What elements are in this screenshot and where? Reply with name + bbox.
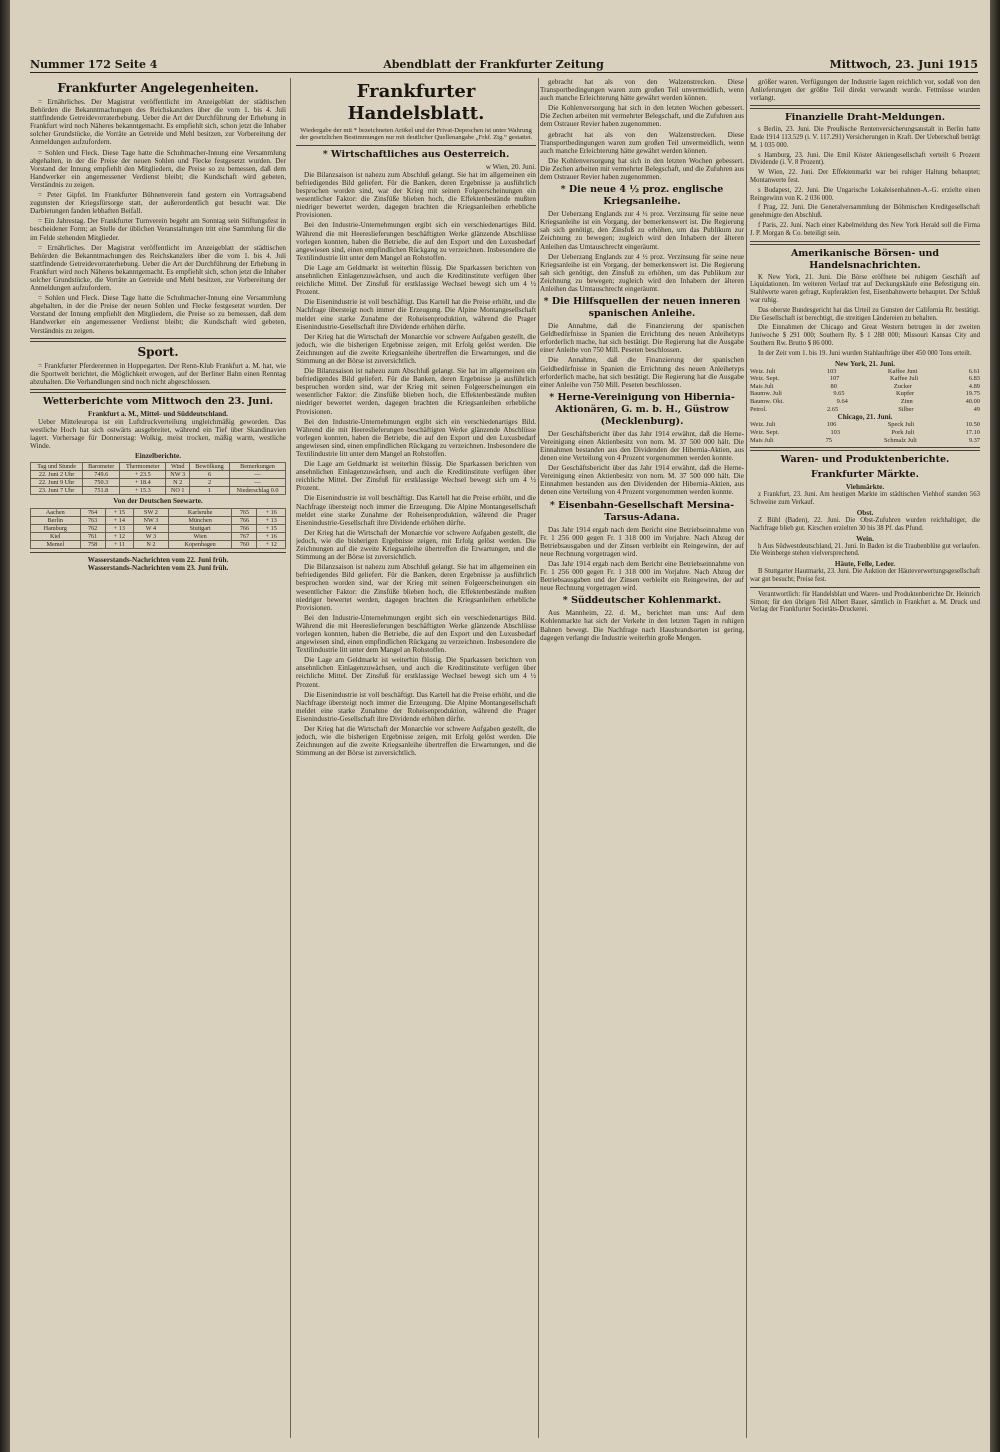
article-paragraph: größer waren. Verfügungen der Industrie lagen reichlich vor, sodaß von den Anlieferungen der größte Teil direkt verwandt wurde. Fettnüsse wurden verlangt. <box>750 78 980 103</box>
article-paragraph: Die Lage am Geldmarkt ist weiterhin flüssig. Die Sparkassen berichten von ansehnlichen Einlagenzuwächsen, und auch die Kreditinstitute verfügen über reichliche Mittel. Der Zinsfuß für erstklassige Wechsel bewegt sich um 4 ½ Prozent. <box>296 656 536 689</box>
quote-cell: Baumw. Juli <box>750 390 782 398</box>
table-cell: + 14 <box>105 516 133 524</box>
table-cell: Kiel <box>31 532 81 540</box>
article-paragraph: Die Eisenindustrie ist voll beschäftigt. Das Kartell hat die Preise erhöht, und die Nachfrage übersteigt noch immer die Erzeugung. Die Alpine Montangesellschaft meldet eine starke Zunahme der Roheisenproduktion, während die Prager Eisenindustrie-Gesellschaft ihre Dividende erhöhen dürfte. <box>296 298 536 331</box>
dateline: w Wien, 20. Juni. <box>485 162 536 171</box>
quote-cell: 9.64 <box>836 398 848 406</box>
article-paragraph: h Aus Südwestdeutschland, 21. Juni. In Baden ist die Traubenblüte gut verlaufen. Die Weinberge stehen vielversprechend. <box>750 542 980 558</box>
table-cell: Niederschlag 0.0 <box>230 487 286 495</box>
table-cell: + 18.4 <box>120 479 166 487</box>
divider <box>750 587 980 588</box>
table-cell: 766 <box>232 516 257 524</box>
table-cell: 760 <box>232 540 257 548</box>
article-paragraph: Die Bilanzsaison ist nahezu zum Abschluß gelangt. Sie hat im allgemeinen ein befriedigendes Bild geliefert. Für die Banken, deren Ergebnisse ja ausführlich besprochen worden sind, war der Krieg mit seinen Folgeerscheinungen ein wesentlicher Faktor: die Zinsfüße blieben hoch, die Effektenbestände mußten niedriger bewertet werden, dagegen brachten die Kriegsanleihen erhebliche Provisionen. <box>296 170 536 220</box>
article-paragraph: = Ein Jahrestag. Der Frankfurter Turnverein begeht am Sonntag sein Stiftungsfest in bescheidener Form; an Stelle der üblichen Veranstaltungen tritt eine Sammlung für die im Felde stehenden Mitglieder. <box>30 217 286 242</box>
quote-cell: 40.00 <box>965 398 980 406</box>
quote-row <box>750 437 980 445</box>
quote-cell: 107 <box>829 375 840 383</box>
article-paragraph: Das Jahr 1914 ergab nach dem Bericht eine Betriebseinnahme von Fr. 1 256 000 gegen Fr. 1 318 000 im Vorjahre. Nach Abzug der Betriebsausgaben und der Zinsen verbleibt ein Reingewinn, der auf neue Rechnung vorgetragen wird. <box>540 559 744 593</box>
station-table <box>30 508 286 549</box>
quote-cell: 4.89 <box>968 382 980 390</box>
article-paragraph: Der Krieg hat die Wirtschaft der Monarchie vor schwere Aufgaben gestellt, die jedoch, wie die bisherigen Ergebnisse zeigen, mit Erfolg gelöst werden. Die Zeichnungen auf die zweite Kriegsanleihe übertreffen die Erwartungen, und die Stimmung an der Börse ist zuversichtlich. <box>296 528 536 562</box>
column-telegrams <box>750 78 980 1438</box>
quote-cell: 19.75 <box>965 390 980 398</box>
article-paragraph: z Frankfurt, 23. Juni. Am heutigen Markte im städtischen Viehhof standen 563 Schweine zum Verkauf. <box>750 491 980 507</box>
quote-cell: Silber <box>898 405 914 413</box>
table-cell: Stuttgart <box>168 524 232 532</box>
book-spine <box>0 0 10 1452</box>
column-rule <box>538 78 539 1438</box>
imprint: Verantwortlich: für Handelsblatt und Waren- und Produktenberichte Dr. Heinrich Simon; für den übrigen Teil Albert Bauer, sämtlich in Frankfurt a. M. Druck und Verlag der Frankfurter Societäts-Druckerei. <box>750 590 980 614</box>
article-paragraph: Die Lage am Geldmarkt ist weiterhin flüssig. Die Sparkassen berichten von ansehnlichen Einlagenzuwächsen, und auch die Kreditinstitute verfügen über reichliche Mittel. Der Zinsfuß für erstklassige Wechsel bewegt sich um 4 ½ Prozent. <box>296 460 536 493</box>
article-paragraph: Die Einnahmen der Chicago and Great Western betrugen in der zweiten Juniwoche $ 291 000; Southern Ry. $ 1 288 000; Missouri Kansas City and Southern Rw. Brutto $ 86 000. <box>750 324 980 348</box>
quote-cell: Schmalz Juli <box>883 436 917 444</box>
article-paragraph: Bei den Industrie-Unternehmungen ergibt sich ein verschiedenartiges Bild. Während die mit Heereslieferungen beschäftigten Werke glänzende Abschlüsse vorlegen konnten, haben die Betriebe, die auf den Export und den Luxusbedarf angewiesen sind, einen empfindlichen Rückgang zu verzeichnen. Insbesondere die Textilindustrie litt unter dem Mangel an Rohstoffen. <box>296 417 536 458</box>
article-title: * Herne-Vereinigung von Hibernia-Aktionären, G. m. b. H., Güstrow (Mecklenburg). <box>549 391 735 427</box>
divider <box>750 447 980 451</box>
article-paragraph: Ueber Mitteleuropa ist ein Luftdruckverteilung ungleichmäßig geworden. Das westliche Hoch hat sich ostwärts ausgebreitet, während ein Tief über Skandinavien lagert. Vorhersage für Donnerstag: Wolkig, meist trocken, mäßig warm, westliche Winde. <box>30 418 286 451</box>
article-paragraph: K New York, 21. Juni. Die Börse eröffnete bei ruhigem Geschäft auf Liquidationen. Im weiteren Verlauf trat auf Deckungskäufe eine Befestigung ein. Stahlwerte waren gefragt, Kupferaktien fest, Eisenbahnwerte behauptet. Der Schluß war ruhig. <box>750 273 980 305</box>
chicago-title: Chicago, 21. Juni. <box>837 413 893 422</box>
article-paragraph: Der Ueberzang Englands zur 4 ½ proz. Verzinsung für seine neue Kriegsanleihe ist ein Vorgang, der bemerkenswert ist. Die Regierung sah sich genötigt, den Zinsfuß zu erhöhen, um das Publikum zur Zeichnung zu bewegen; zugleich wird den Inhabern der älteren Anleihen das Umtauschrecht eingeräumt. <box>540 252 744 293</box>
quote-cell: Weiz. Juli <box>750 421 776 429</box>
table-cell: — <box>230 471 286 479</box>
quote-cell: 9.37 <box>968 436 980 444</box>
quote-cell: Mais Juli <box>750 436 774 444</box>
quote-cell: 80 <box>830 382 837 390</box>
article-paragraph: Der Krieg hat die Wirtschaft der Monarchie vor schwere Aufgaben gestellt, die jedoch, wie die bisherigen Ergebnisse zeigen, mit Erfolg gelöst werden. Die Zeichnungen auf die zweite Kriegsanleihe übertreffen die Erwartungen, und die Stimmung an der Börse ist zuversichtlich. <box>296 725 536 758</box>
table-cell: + 13 <box>257 516 286 524</box>
table-cell: Berlin <box>31 516 81 524</box>
table-cell: Karlsruhe <box>168 508 232 516</box>
article-title: * Die Hilfsquellen der neuen inneren spanischen Anleihe. <box>543 296 741 320</box>
section-title-markets: Frankfurter Märkte. <box>811 469 919 481</box>
table-cell: 762 <box>80 524 105 532</box>
table-cell: 22. Juni 2 Uhr <box>31 471 83 479</box>
quote-cell: Weiz. Sept. <box>750 428 780 436</box>
article-paragraph: = Frankfurter Pferderennen in Hoppegarten. Der Renn-Klub Frankfurt a. M. hat, wie die Sportwelt berichtet, die Möglichkeit erwogen, auf der Berliner Bahn einen Renntag abzuhalten. Die Verhandlungen sind noch nicht abgeschlossen. <box>30 361 286 386</box>
table-row <box>31 516 286 524</box>
quote-cell: 75 <box>825 436 832 444</box>
table-cell: 22. Juni 9 Uhr <box>31 479 83 487</box>
table-cell: N 2 <box>166 479 190 487</box>
table-cell: 758 <box>80 540 105 548</box>
table-cell: Aachen <box>31 508 81 516</box>
article-title: * Süddeutscher Kohlenmarkt. <box>562 595 722 607</box>
quote-cell: Kupfer <box>896 390 915 398</box>
quote-row <box>750 375 980 383</box>
article-paragraph: Die Lage am Geldmarkt ist weiterhin flüssig. Die Sparkassen berichten von ansehnlichen Einlagenzuwächsen, und auch die Kreditinstitute verfügen über reichliche Mittel. Der Zinsfuß für erstklassige Wechsel bewegt sich um 4 ½ Prozent. <box>296 263 536 297</box>
subhead-cattle: Viehmärkte. <box>845 483 885 492</box>
quote-cell: 17.10 <box>965 428 980 436</box>
table-row <box>31 532 286 540</box>
quote-cell: 103 <box>826 367 837 375</box>
article-paragraph: Die Annahme, daß die Finanzierung der spanischen Geldbedürfnisse in Spanien die Errichtung des neuen Anleihetyps erforderlich mache, hat sich bestätigt. Die Regierung hat die Ausgabe einer Anleihe von 750 Mill. Peseten beschlossen. <box>540 356 744 389</box>
quote-cell: Petrol. <box>750 405 767 413</box>
table-cell: NW 3 <box>166 471 190 479</box>
article-paragraph: = Sohlen und Fleck. Diese Tage hatte die Schuhmacher-Innung eine Versammlung abgehalten, in der die Preise der neuen Sohlen und Flecke festgesetzt wurden. Der Vorstand der Innung empfiehlt den Mitgliedern, die Preise so zu bemessen, daß dem Handwerker ein angemessener Verdienst bleibt; die Kundschaft wird gebeten, Verständnis zu zeigen. <box>30 148 286 189</box>
quote-cell: Weiz. Juli <box>750 367 776 375</box>
article-paragraph: Bei den Industrie-Unternehmungen ergibt sich ein verschiedenartiges Bild. Während die mit Heereslieferungen beschäftigten Werke glänzende Abschlüsse vorlegen konnten, haben die Betriebe, die auf den Export und den Luxusbedarf angewiesen sind, einen empfindlichen Rückgang zu verzeichnen. Insbesondere die Textilindustrie litt unter dem Mangel an Rohstoffen. <box>296 221 536 262</box>
ny-quotes <box>750 368 980 414</box>
table-cell: NW 3 <box>134 516 169 524</box>
quote-cell: 6.61 <box>968 367 980 375</box>
quote-row <box>750 383 980 391</box>
table-cell: + 15 <box>257 524 286 532</box>
table-cell: 6 <box>190 471 230 479</box>
table-header-cell: Barometer <box>83 463 120 471</box>
table-cell: + 15 <box>105 508 133 516</box>
article-paragraph: Die Eisenindustrie ist voll beschäftigt. Das Kartell hat die Preise erhöht, und die Nachfrage übersteigt noch immer die Erzeugung. Die Alpine Montangesellschaft meldet eine starke Zunahme der Roheisenproduktion, während die Prager Eisenindustrie-Gesellschaft ihre Dividende erhöhen dürfte. <box>296 494 536 527</box>
table-cell: — <box>230 479 286 487</box>
article-paragraph: Der Ueberzang Englands zur 4 ½ proz. Verzinsung für seine neue Kriegsanleihe ist ein Vorgang, der bemerkenswert ist. Die Regierung sah sich genötigt, den Zinsfuß zu erhöhen, um das Publikum zur Zeichnung zu bewegen; zugleich wird den Inhabern der älteren Anleihen das Umtauschrecht eingeräumt. <box>540 210 744 251</box>
quote-cell: 10.50 <box>965 421 980 429</box>
article-paragraph: Die Annahme, daß die Finanzierung der spanischen Geldbedürfnisse in Spanien die Errichtung des neuen Anleihetyps erforderlich mache, hat sich bestätigt. Die Regierung hat die Ausgabe einer Anleihe von 750 Mill. Peseten beschlossen. <box>540 322 744 355</box>
article-paragraph: Die Bilanzsaison ist nahezu zum Abschluß gelangt. Sie hat im allgemeinen ein befriedigendes Bild geliefert. Für die Banken, deren Ergebnisse ja ausführlich besprochen worden sind, war der Krieg mit seinen Folgeerscheinungen ein wesentlicher Faktor: die Zinsfüße blieben hoch, die Effektenbestände mußten niedriger bewertet werden, dagegen brachten die Kriegsanleihen erhebliche Provisionen. <box>296 563 536 612</box>
table-cell: + 13 <box>105 524 133 532</box>
quote-cell: Speck Juli <box>887 421 915 429</box>
divider <box>750 105 980 109</box>
table-row <box>31 524 286 532</box>
telegram: f Prag, 22. Juni. Die Generalversammlung der Böhmischen Kreditgesellschaft genehmigte den Abschluß. <box>750 204 980 220</box>
table-cell: Memel <box>31 540 81 548</box>
table-cell: Hamburg <box>31 524 81 532</box>
quote-cell: Kaffee Juli <box>890 375 919 383</box>
quote-cell: Kaffee Juni <box>887 367 918 375</box>
article-paragraph: = Sohlen und Fleck. Diese Tage hatte die Schuhmacher-Innung eine Versammlung abgehalten, in der die Preise der neuen Sohlen und Flecke festgesetzt wurden. Der Vorstand der Innung empfiehlt den Mitgliedern, die Preise so zu bemessen, daß dem Handwerker ein angemessener Verdienst bleibt; die Kundschaft wird gebeten, Verständnis zu zeigen. <box>30 294 286 335</box>
section-title-weather: Wetterberichte vom Mittwoch den 23. Juni. <box>42 395 274 407</box>
article-paragraph: Die Eisenindustrie ist voll beschäftigt. Das Kartell hat die Preise erhöht, und die Nachfrage übersteigt noch immer die Erzeugung. Die Alpine Montangesellschaft meldet eine starke Zunahme der Roheisenproduktion, während die Prager Eisenindustrie-Gesellschaft ihre Dividende erhöhen dürfte. <box>296 690 536 723</box>
article-paragraph: Der Krieg hat die Wirtschaft der Monarchie vor schwere Aufgaben gestellt, die jedoch, wie die bisherigen Ergebnisse zeigen, mit Erfolg gelöst werden. Die Zeichnungen auf die zweite Kriegsanleihe übertreffen die Erwartungen, und die Stimmung an der Börse ist zuversichtlich. <box>296 332 536 365</box>
table-cell: + 15.3 <box>120 487 166 495</box>
table-cell: München <box>168 516 232 524</box>
section-title-goods: Waren- und Produktenberichte. <box>780 454 950 466</box>
table-cell: SW 2 <box>134 508 169 516</box>
table-cell: 23. Juni 7 Uhr <box>31 487 83 495</box>
section-title-commerce: Frankfurter Handelsblatt. <box>347 81 485 124</box>
header-date: Mittwoch, 23. Juni 1915 <box>829 57 978 71</box>
table-cell: 765 <box>232 508 257 516</box>
table-header-cell: Tag und Stunde <box>31 463 83 471</box>
article-paragraph: Aus Mannheim, 22. d. M., berichtet man uns: Auf dem Kohlenmarkte hat sich der Verkehr in den letzten Tagen in ruhigen Bahnen bewegt. Die Nachfrage nach Hausbrandsorten ist gering, dagegen verlangt die Industrie weiterhin große Mengen. <box>540 609 744 642</box>
divider <box>296 145 536 146</box>
table-row <box>31 487 286 495</box>
section-title-local: Frankfurter Angelegenheiten. <box>57 81 259 95</box>
article-paragraph: Bei den Industrie-Unternehmungen ergibt sich ein verschiedenartiges Bild. Während die mit Heereslieferungen beschäftigten Werke glänzende Abschlüsse vorlegen konnten, haben die Betriebe, die auf den Export und den Luxusbedarf angewiesen sind, einen empfindlichen Rückgang zu verzeichnen. Insbesondere die Textilindustrie litt unter dem Mangel an Rohstoffen. <box>296 613 536 655</box>
article-paragraph: gebracht hat als von den Walzenstrecken. Diese Transportbedingungen waren zum großen Teil unvermeidlich, wenn auch manche Erleichterung hätte gewährt werden können. <box>540 78 744 103</box>
table-row <box>31 540 286 548</box>
quote-cell: 2.65 <box>826 405 839 413</box>
article-paragraph: gebracht hat als von den Walzenstrecken. Diese Transportbedingungen waren zum großen Teil unvermeidlich, wenn auch manche Erleichterung hätte gewährt werden können. <box>540 130 744 155</box>
water-title: Wasserstands-Nachrichten vom 22. Juni früh. <box>87 555 229 564</box>
article-paragraph: = Ernährliches. Der Magistrat veröffentlicht im Anzeigeblatt der städtischen Behörden die Bekanntmachungen des Reichskanzlers über die vom 1. bis 4. Juli stattfindende Getreidevorraterhebung. Ueber die Art der Durchführung der Erhebung in Frankfurt wird noch Näheres bekanntgemacht. Es empfiehlt sich, schon jetzt die Inhaber solcher Grundstücke, die Vorräte an Getreide und Mehl besitzen, zur Vorbereitung der Anmeldungen aufzufordern. <box>30 98 286 147</box>
divider <box>30 552 286 553</box>
page-header <box>30 56 978 73</box>
weather-table <box>30 462 286 495</box>
telegram: f Paris, 22. Juni. Nach einer Kabelmeldung des New York Herald soll die Firma J. P. Morgan & Co. beteiligt sein. <box>750 222 980 237</box>
subhead-wine: Wein. <box>856 534 874 543</box>
subhead-fruit: Obst. <box>856 508 874 517</box>
article-paragraph: B Stuttgarter Hautmarkt, 23. Juni. Die Auktion der Häuteverwertungsgesellschaft war gut besucht; Preise fest. <box>750 568 980 584</box>
column-rule <box>290 78 291 1438</box>
table-cell: 766 <box>232 524 257 532</box>
column-rule <box>746 78 747 1438</box>
chicago-quotes <box>750 421 980 444</box>
header-issue: Nummer 172 Seite 4 <box>30 57 158 71</box>
table-cell: W 3 <box>134 532 169 540</box>
quote-row <box>750 421 980 429</box>
section-title-sport: Sport. <box>137 344 179 359</box>
quote-cell: 106 <box>826 421 837 429</box>
article-paragraph: Die Kohlenversorgung hat sich in den letzten Wochen gebessert. Die Zechen arbeiten mit vermehrter Belegschaft, und die Zufuhren aus dem Ostrauer Revier haben zugenommen. <box>540 104 744 129</box>
section-title-telegrams: Finanzielle Draht-Meldungen. <box>784 112 946 124</box>
table-row <box>31 479 286 487</box>
article-paragraph: Die Bilanzsaison ist nahezu zum Abschluß gelangt. Sie hat im allgemeinen ein befriedigendes Bild geliefert. Für die Banken, deren Ergebnisse ja ausführlich besprochen worden sind, war der Krieg mit seinen Folgeerscheinungen ein wesentlicher Faktor: die Zinsfüße blieben hoch, die Effektenbestände mußten niedriger bewertet werden, dagegen brachten die Kriegsanleihen erhebliche Provisionen. <box>296 367 536 416</box>
section-title-american: Amerikanische Börsen- und Handelsnachrichten. <box>790 247 940 271</box>
article-paragraph: Die Kohlenversorgung hat sich in den letzten Wochen gebessert. Die Zechen arbeiten mit vermehrter Belegschaft, und die Zufuhren aus dem Ostrauer Revier haben zugenommen. <box>540 156 744 182</box>
page-edge <box>990 0 1000 1452</box>
table-cell: NO 1 <box>166 487 190 495</box>
article-paragraph: Das Jahr 1914 ergab nach dem Bericht eine Betriebseinnahme von Fr. 1 256 000 gegen Fr. 1 318 000 im Vorjahre. Nach Abzug der Betriebsausgaben und der Zinsen verbleibt ein Reingewinn, der auf neue Rechnung vorgetragen wird. <box>540 525 744 558</box>
divider <box>30 389 286 393</box>
divider <box>30 338 286 342</box>
quote-row <box>750 406 980 414</box>
table-cell: 750.3 <box>83 479 120 487</box>
table-cell: Kopenhagen <box>168 540 232 548</box>
stock-title: New York, 21. Juni. <box>834 359 896 368</box>
telegram: s Budapest, 22. Juni. Die Ungarische Lokaleisenbahnen-A.-G. erzielte einen Reingewinn von K. 2 036 000. <box>750 186 980 202</box>
quote-cell: 6.83 <box>968 375 980 383</box>
table-cell: 763 <box>80 516 105 524</box>
water-title-2: Wasserstands-Nachrichten vom 23. Juni früh. <box>87 563 229 572</box>
column-finance-articles <box>540 78 744 1438</box>
table-row <box>31 471 286 479</box>
article-paragraph: Der Geschäftsbericht über das Jahr 1914 erwähnt, daß die Herne-Vereinigung einen Aktienbesitz von nom. M. 37 500 000 hält. Die Einnahmen bestanden aus den Dividenden der Hibernia-Aktien, aus denen eine Verteilung von 4 Prozent vorgenommen werden konnte. <box>540 429 744 463</box>
table-cell: W 4 <box>134 524 169 532</box>
quote-cell: Zucker <box>893 382 912 390</box>
article-paragraph: Das oberste Bundesgericht hat das Urteil zu Gunsten der California Rr. bestätigt. Die Gesellschaft ist berechtigt, die streitigen Ländereien zu behalten. <box>750 306 980 322</box>
column-local-news <box>30 78 286 1438</box>
table-header-cell: Wind <box>166 463 190 471</box>
quote-row <box>750 429 980 437</box>
quote-cell: Mais Juli <box>750 382 774 390</box>
table-header-cell: Bemerkungen <box>230 463 286 471</box>
table-cell: + 16 <box>257 508 286 516</box>
table-cell: N 2 <box>134 540 169 548</box>
table-cell: 2 <box>190 479 230 487</box>
quote-cell: Weiz. Sept. <box>750 375 780 383</box>
article-paragraph: Z Bühl (Baden), 22. Juni. Die Obst-Zufuhren wurden reichhaltiger, die Nachfrage blieb gut. Kirschen erzielten 30 bis 38 Pf. das Pfund. <box>750 516 980 532</box>
table-cell: 767 <box>232 532 257 540</box>
quote-cell: 49 <box>973 405 980 413</box>
quote-cell: Zinn <box>900 398 913 406</box>
newspaper-page <box>10 0 990 1452</box>
quote-row <box>750 398 980 406</box>
table-cell: + 16 <box>257 532 286 540</box>
quote-cell: Pork Juli <box>891 428 915 436</box>
telegram: W Wien, 22. Juni. Der Effektenmarkt war bei ruhiger Haltung behauptet; Montanwerte fest. <box>750 169 980 185</box>
header-masthead: Abendblatt der Frankfurter Zeitung <box>383 57 604 71</box>
subhead-hides: Häute, Felle, Leder. <box>834 560 896 569</box>
table-cell: + 23.5 <box>120 471 166 479</box>
table-cell: + 11 <box>105 540 133 548</box>
telegram: s Hamburg, 23. Juni. Die Emil Köster Aktiengesellschaft verteilt 6 Prozent Dividende (i. V. 8 Prozent). <box>750 151 980 167</box>
seewarte-title: Von der Deutschen Seewarte. <box>113 497 203 506</box>
table-cell: Wien <box>168 532 232 540</box>
table-cell: 749.6 <box>83 471 120 479</box>
table-cell: 764 <box>80 508 105 516</box>
table-header-cell: Thermometer <box>120 463 166 471</box>
article-paragraph: = Ernährliches. Der Magistrat veröffentlicht im Anzeigeblatt der städtischen Behörden die Bekanntmachungen des Reichskanzlers über die vom 1. bis 4. Juli stattfindende Getreidevorraterhebung. Ueber die Art der Durchführung der Erhebung in Frankfurt wird noch Näheres bekanntgemacht. Es empfiehlt sich, schon jetzt die Inhaber solcher Grundstücke, die Vorräte an Getreide und Mehl besitzen, zur Vorbereitung der Anmeldungen aufzufordern. <box>30 243 286 293</box>
table-cell: 761 <box>80 532 105 540</box>
column-commerce <box>296 78 536 1438</box>
table-title: Einzelberichte. <box>134 452 182 461</box>
table-cell: + 12 <box>105 532 133 540</box>
telegram: s Berlin, 23. Juni. Die Preußische Rentenversicherungsanstalt in Berlin hatte Ende 1914 113.529 (i. V. 117.291) Versicherungen in Kraft. Der Ueberschuß beträgt M. 1 035 000. <box>750 126 980 149</box>
table-row <box>31 508 286 516</box>
article-title: * Wirtschaftliches aus Oesterreich. <box>322 148 510 160</box>
divider <box>750 241 980 245</box>
article-title: * Die neue 4 ½ proz. englische Kriegsanleihe. <box>560 184 724 208</box>
table-cell: 751.8 <box>83 487 120 495</box>
article-title: * Eisenbahn-Gesellschaft Mersina-Tarsus-Adana. <box>549 499 735 523</box>
quote-cell: 103 <box>830 428 841 436</box>
article-paragraph: = Peter Gipfel. Im Frankfurter Bühnenverein fand gestern ein Vortragsabend zugunsten der Kriegsfürsorge statt, der außerordentlich gut besucht war. Die Darbietungen fanden lebhaften Beifall. <box>30 191 286 216</box>
quote-cell: Baumw. Okt. <box>750 398 784 406</box>
table-cell: 1 <box>190 487 230 495</box>
quote-row <box>750 390 980 398</box>
table-cell: + 12 <box>257 540 286 548</box>
weather-subtitle: Frankfurt a. M., Mittel- und Süddeutschland. <box>88 409 228 418</box>
article-paragraph: Der Geschäftsbericht über das Jahr 1914 erwähnt, daß die Herne-Vereinigung einen Aktienbesitz von nom. M. 37 500 000 hält. Die Einnahmen bestanden aus den Dividenden der Hibernia-Aktien, aus denen eine Verteilung von 4 Prozent vorgenommen werden konnte. <box>540 464 744 497</box>
quote-row <box>750 368 980 376</box>
quote-cell: 9.65 <box>833 390 845 398</box>
article-paragraph: In der Zeit vom 1. bis 19. Juni wurden Stahlaufträge über 450 000 Tons erteilt. <box>758 349 972 357</box>
byline: Wiedergabe der mit * bezeichneten Artikel und der Privat-Depeschen ist unter Wahrung der gesetzlichen Bestimmungen nur mit deutlicher Quellenangabe „Frkf. Ztg.“ gestattet. <box>299 127 533 142</box>
table-header-cell: Bewölkung <box>190 463 230 471</box>
